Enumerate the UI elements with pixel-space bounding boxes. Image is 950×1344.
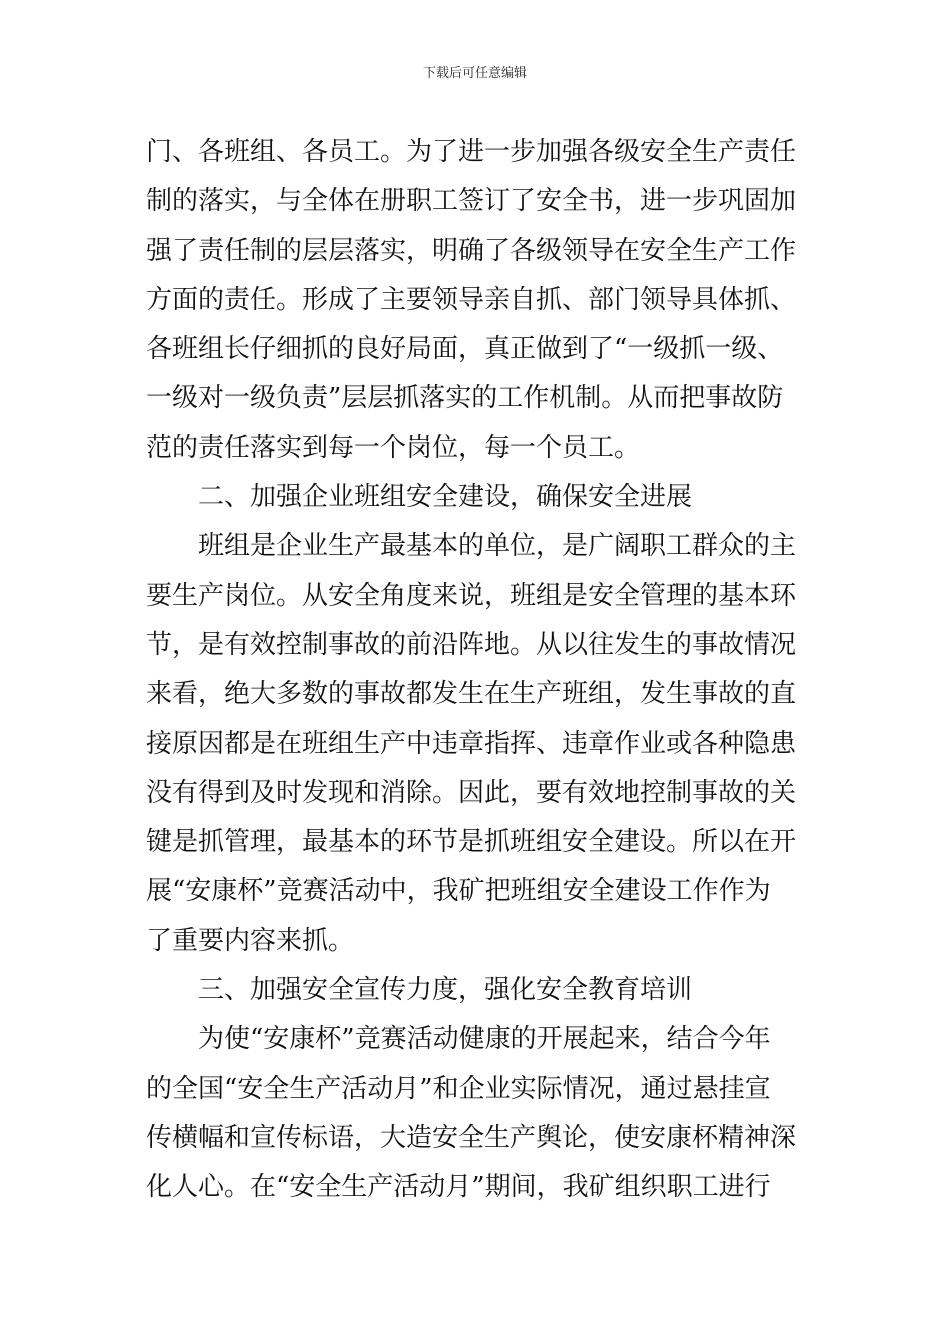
text-line: 范的责任落实到每一个岗位，每一个员工。: [146, 432, 641, 463]
text-line: 没有得到及时发现和消除。因此，要有效地控制事故的关: [146, 777, 797, 808]
body-text: [146, 128, 810, 1213]
text-line: 强了责任制的层层落实，明确了各级领导在安全生产工作: [146, 235, 797, 266]
header-note: 下载后可任意编辑: [422, 66, 527, 81]
text-line: 二、加强企业班组安全建设，确保安全进展: [198, 482, 693, 513]
text-line: 接原因都是在班组生产中违章指挥、违章作业或各种隐患: [146, 728, 797, 759]
text-line: 了重要内容来抓。: [146, 925, 355, 956]
text-line: 为使“安康杯”竞赛活动健康的开展起来，结合今年: [198, 1024, 771, 1055]
text-line: 来看，绝大多数的事故都发生在生产班组，发生事故的直: [146, 679, 797, 710]
text-line: 门、各班组、各员工。为了进一步加强各级安全生产责任: [146, 137, 797, 167]
text-line: 展“安康杯”竞赛活动中，我矿把班组安全建设工作作为: [146, 876, 771, 907]
text-line: 方面的责任。形成了主要领导亲自抓、部门领导具体抓、: [146, 284, 797, 315]
text-line: 键是抓管理，最基本的环节是抓班组安全建设。所以在开: [146, 827, 797, 858]
text-line: 化人心。在“安全生产活动月”期间，我矿组织职工进行: [146, 1172, 771, 1203]
text-line: 节，是有效控制事故的前沿阵地。从以往发生的事故情况: [146, 629, 797, 660]
text-line: 各班组长仔细抓的良好局面，真正做到了“一级抓一级、: [146, 334, 784, 365]
text-line: 制的落实，与全体在册职工签订了安全书，进一步巩固加: [146, 186, 797, 217]
text-line: 传横幅和宣传标语，大造安全生产舆论，使安康杯精神深: [146, 1122, 797, 1153]
text-line: 一级对一级负责”层层抓落实的工作机制。从而把事故防: [146, 383, 784, 414]
text-line: 三、加强安全宣传力度，强化安全教育培训: [198, 975, 693, 1006]
text-line: 班组是企业生产最基本的单位，是广阔职工群众的主: [198, 531, 797, 562]
text-line: 要生产岗位。从安全角度来说，班组是安全管理的基本环: [146, 580, 797, 611]
text-line: 的全国“安全生产活动月”和企业实际情况，通过悬挂宣: [146, 1073, 771, 1104]
